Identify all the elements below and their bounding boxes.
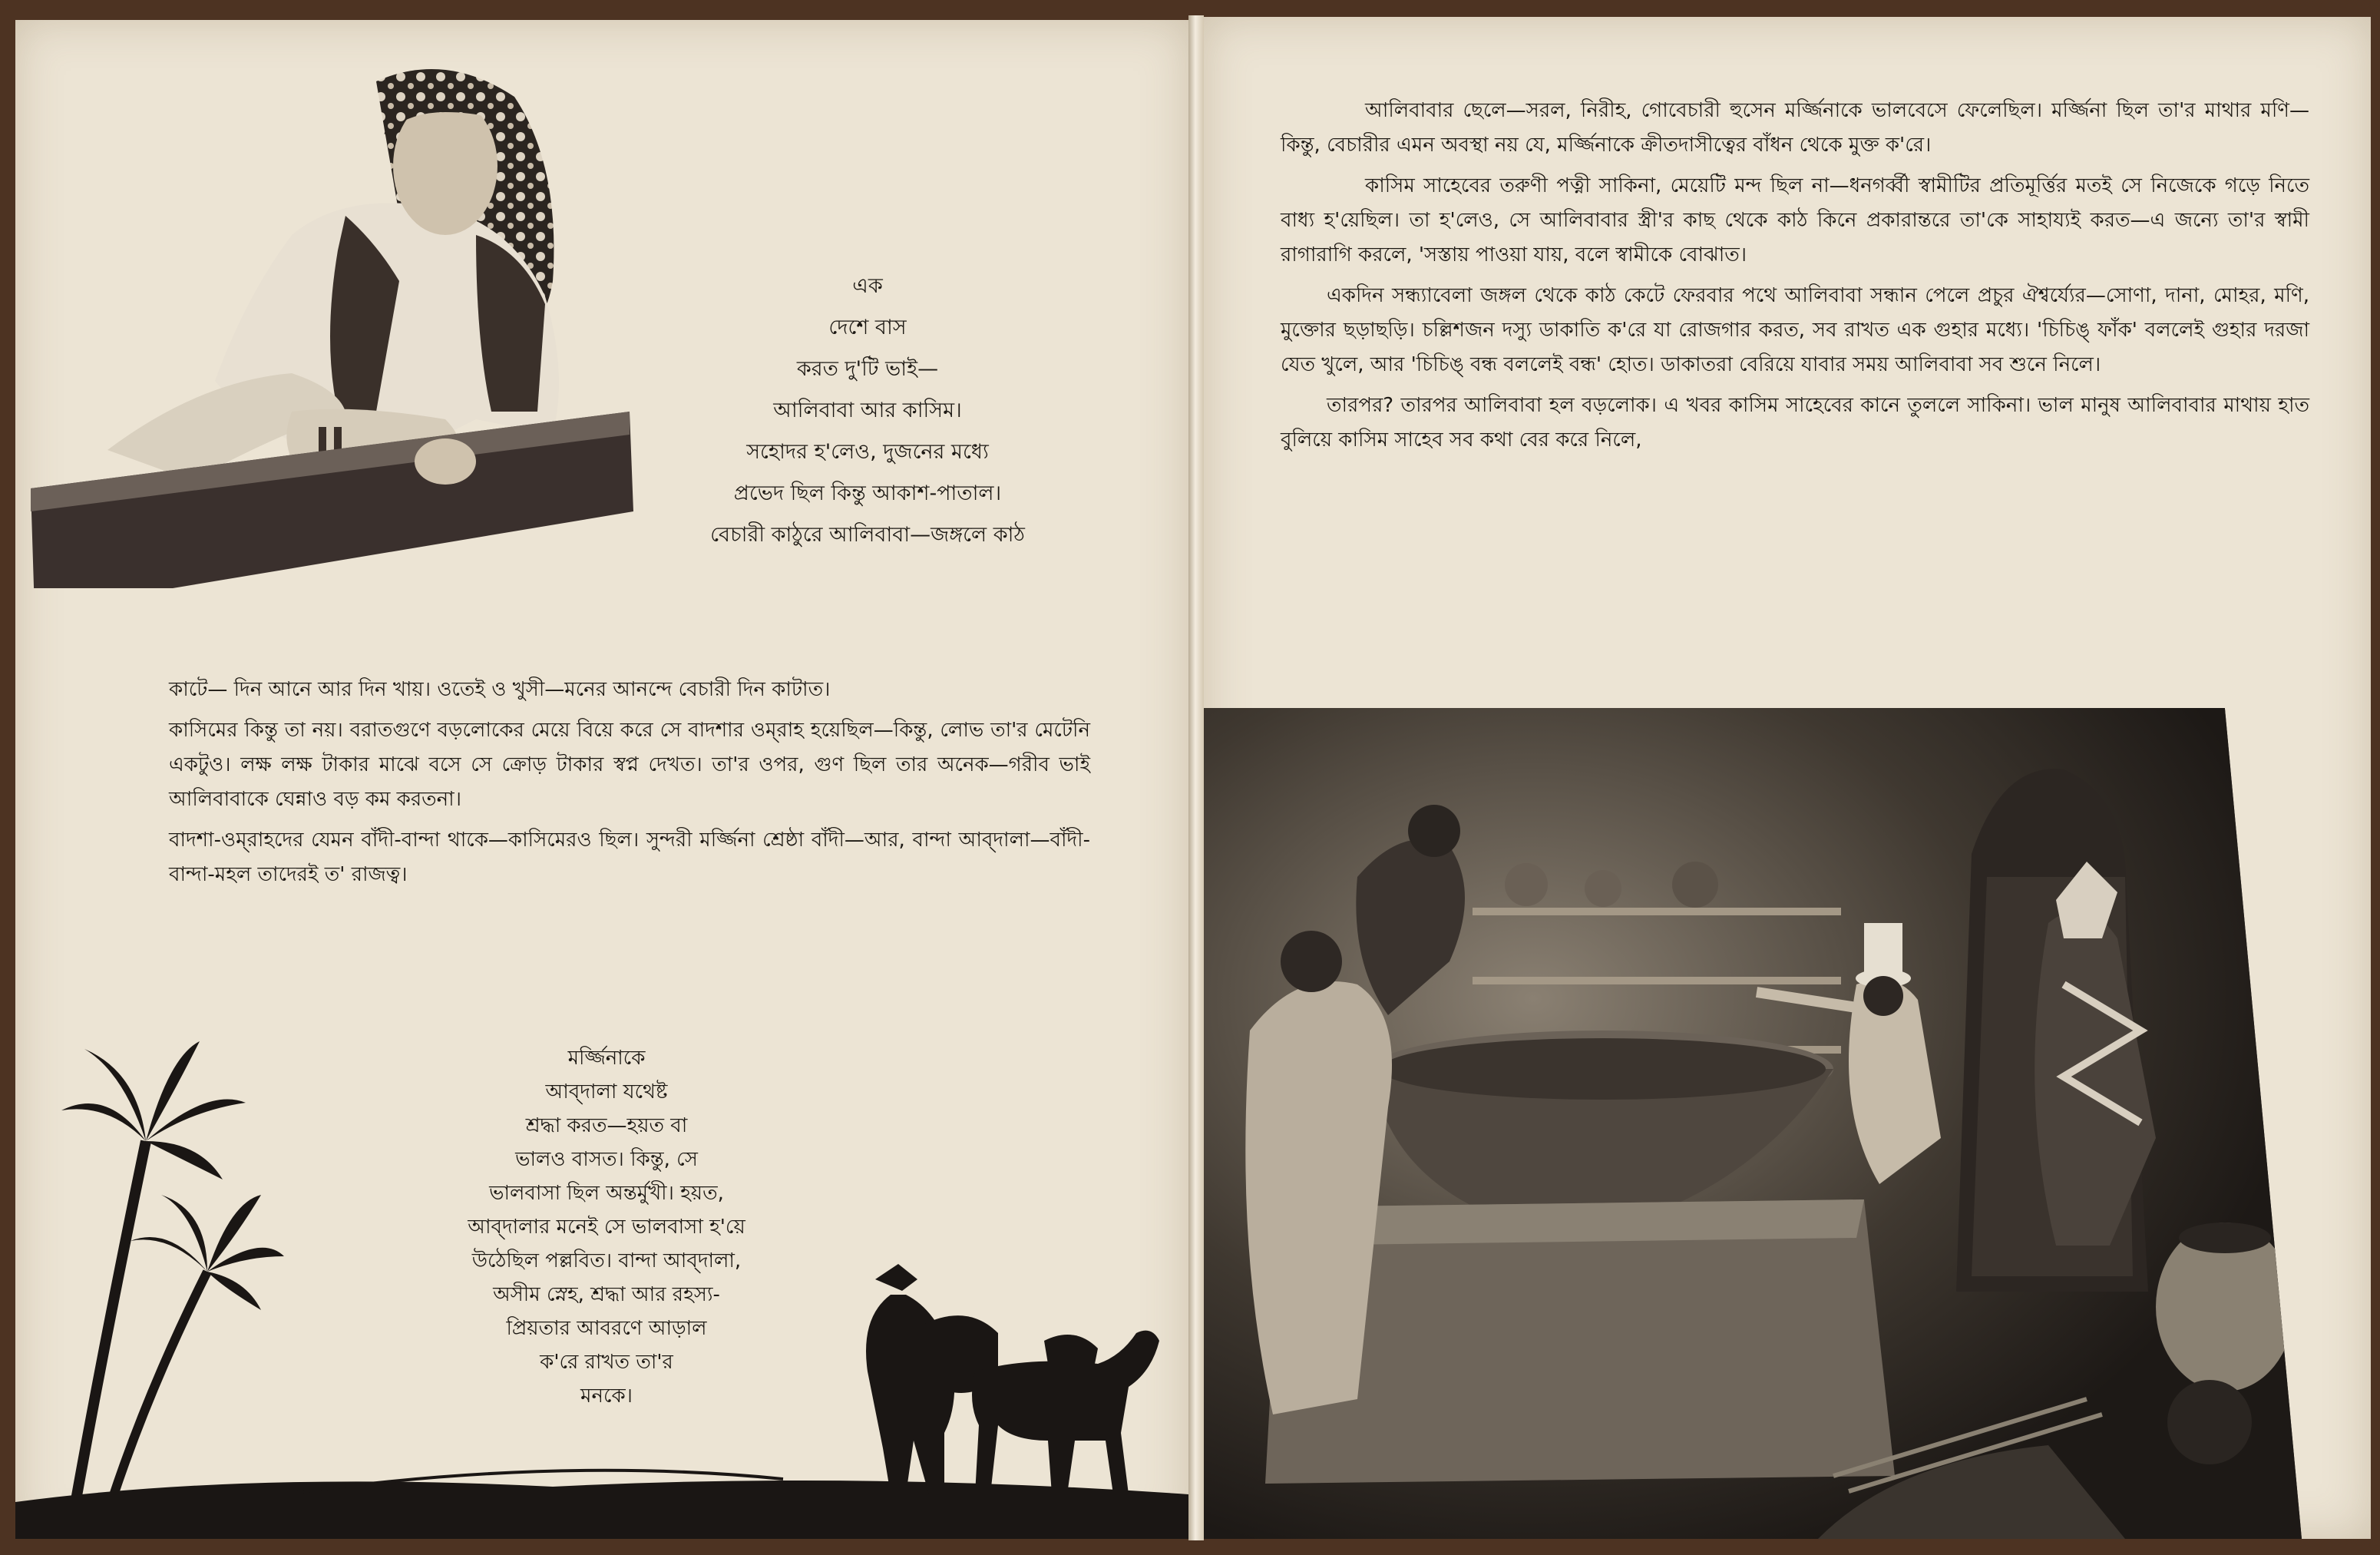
- intro-verse: [599, 266, 1136, 556]
- paragraph: তারপর? তারপর আলিবাবা হল বড়লোক। এ খবর কাসিম সাহেবের কানে তুললে সাকিনা। ভাল মানুষ আলিবাবার মাথায় হাত বুলিয়ে কাসিম সাহেব সব কথা বের করে নিলে,: [1281, 394, 2309, 452]
- intro-line: এক: [852, 274, 883, 298]
- paragraph: বাদশা-ওম্‌রাহদের যেমন বাঁদী-বান্দা থাকে—কাসিমেরও ছিল। সুন্দরী মর্জ্জিনা শ্রেষ্ঠা বাঁদী—আর, বান্দা আব্‌দালা—বাঁদী-বান্দা-মহল তাদেরই ত' রাজত্ব।: [169, 829, 1090, 886]
- paragraph: কাসিম সাহেবের তরুণী পত্নী সাকিনা, মেয়েটি মন্দ ছিল না—ধনগর্ব্বী স্বামীটির প্রতিমূর্ত্তির মতই সে নিজেকে গড়ে নিতে বাধ্য হ'য়েছিল। তা হ'লেও, সে আলিবাবার স্ত্রী'র কাছ থেকে কাঠ কিনে প্রকারান্তরে তা'কে সাহায্যই করত—এ জন্যে তা'র স্বামী রাগারাগি করলে, 'সস্তায় পাওয়া যায়, বলে স্বামীকে বোঝাত।: [1281, 174, 2309, 266]
- woman-photo: [15, 51, 645, 588]
- intro-line: করত দু'টি ভাই—: [796, 357, 939, 381]
- verse-line: মনকে।: [580, 1385, 633, 1408]
- intro-line: বেচারী কাঠুরে আলিবাবা—জঙ্গলে কাঠ: [710, 523, 1025, 547]
- verse-line: প্রিয়তার আবরণে আড়াল: [506, 1317, 707, 1340]
- donkey-caravan-silhouette-icon: [845, 1249, 1175, 1502]
- verse-line: ভালবাসা ছিল অন্তর্মুখী। হয়ত,: [489, 1182, 724, 1205]
- left-page: [15, 20, 1188, 1539]
- left-body-text: [169, 673, 1090, 898]
- verse-line: আব্‌দালা যথেষ্ট: [545, 1080, 668, 1103]
- paragraph: কাটে— দিন আনে আর দিন খায়। ওতেই ও খুসী—মনের আনন্দে বেচারী দিন কাটাত।: [169, 678, 831, 701]
- verse-line: অসীম স্নেহ, শ্রদ্ধা আর রহস্য-: [493, 1283, 720, 1306]
- verse-line: উঠেছিল পল্লবিত। বান্দা আব্‌দালা,: [471, 1249, 742, 1272]
- verse-line: আব্‌দালার মনেই সে ভালবাসা হ'য়ে: [468, 1216, 745, 1239]
- verse-line: ভালও বাসত। কিন্তু, সে: [515, 1148, 698, 1171]
- intro-line: আলিবাবা আর কাসিম।: [773, 399, 962, 422]
- verse-line: ক'রে রাখত তা'র: [540, 1351, 673, 1374]
- intro-line: সহোদর হ'লেও, দুজনের মধ্যে: [746, 440, 989, 464]
- right-body-text: [1281, 94, 2309, 464]
- woman-photo-illustration: [15, 51, 645, 588]
- kitchen-scene-illustration: [1204, 708, 2302, 1539]
- paragraph: কাসিমের কিন্তু তা নয়। বরাতগুণে বড়লোকের মেয়ে বিয়ে করে সে বাদশার ওম্‌রাহ হয়েছিল—কিন্তু, লোভ তা'র মেটেনি একটুও। লক্ষ লক্ষ টাকার মাঝে বসে সে ক্রোড় টাকার স্বপ্ন দেখত। তা'র ওপর, গুণ ছিল তার অনেক—গরীব ভাই আলিবাবাকে ঘেন্নাও বড় কম করতনা।: [169, 719, 1090, 811]
- right-page: [1204, 17, 2371, 1539]
- verse-line: শ্রদ্ধা করত—হয়ত বা: [525, 1114, 688, 1137]
- intro-line: দেশে বাস: [828, 316, 907, 339]
- paragraph: একদিন সন্ধ্যাবেলা জঙ্গল থেকে কাঠ কেটে ফেরবার পথে আলিবাবা সন্ধান পেলে প্রচুর ঐশ্বর্য্যের—সোণা, দানা, মোহর, মণি, মুক্তোর ছড়াছড়ি। চল্লিশজন দস্যু ডাকাতি ক'রে যা রোজগার করত, সব রাখত এক গুহার মধ্যে। 'চিচিঙ্‌ ফাঁক' বললেই গুহার দরজা যেত খুলে, আর 'চিচিঙ্‌ বন্ধ বললেই বন্ধ' হোত। ডাকাতরা বেরিয়ে যাবার সময় আলিবাবা সব শুনে নিলে।: [1281, 284, 2309, 376]
- verse-line: মর্জ্জিনাকে: [567, 1047, 646, 1070]
- film-still-photo: [1204, 708, 2302, 1539]
- paragraph: আলিবাবার ছেলে—সরল, নিরীহ, গোবেচারী হুসেন মর্জ্জিনাকে ভালবেসে ফেলেছিল। মর্জ্জিনা ছিল তা'র মাথার মণি—কিন্তু, বেচারীর এমন অবস্থা নয় যে, মর্জ্জিনাকে ক্রীতদাসীত্বের বাঁধন থেকে মুক্ত ক'রে।: [1281, 99, 2309, 157]
- intro-line: প্রভেদ ছিল কিন্তু আকাশ-পাতাল।: [733, 481, 1002, 505]
- book-gutter: [1188, 15, 1204, 1540]
